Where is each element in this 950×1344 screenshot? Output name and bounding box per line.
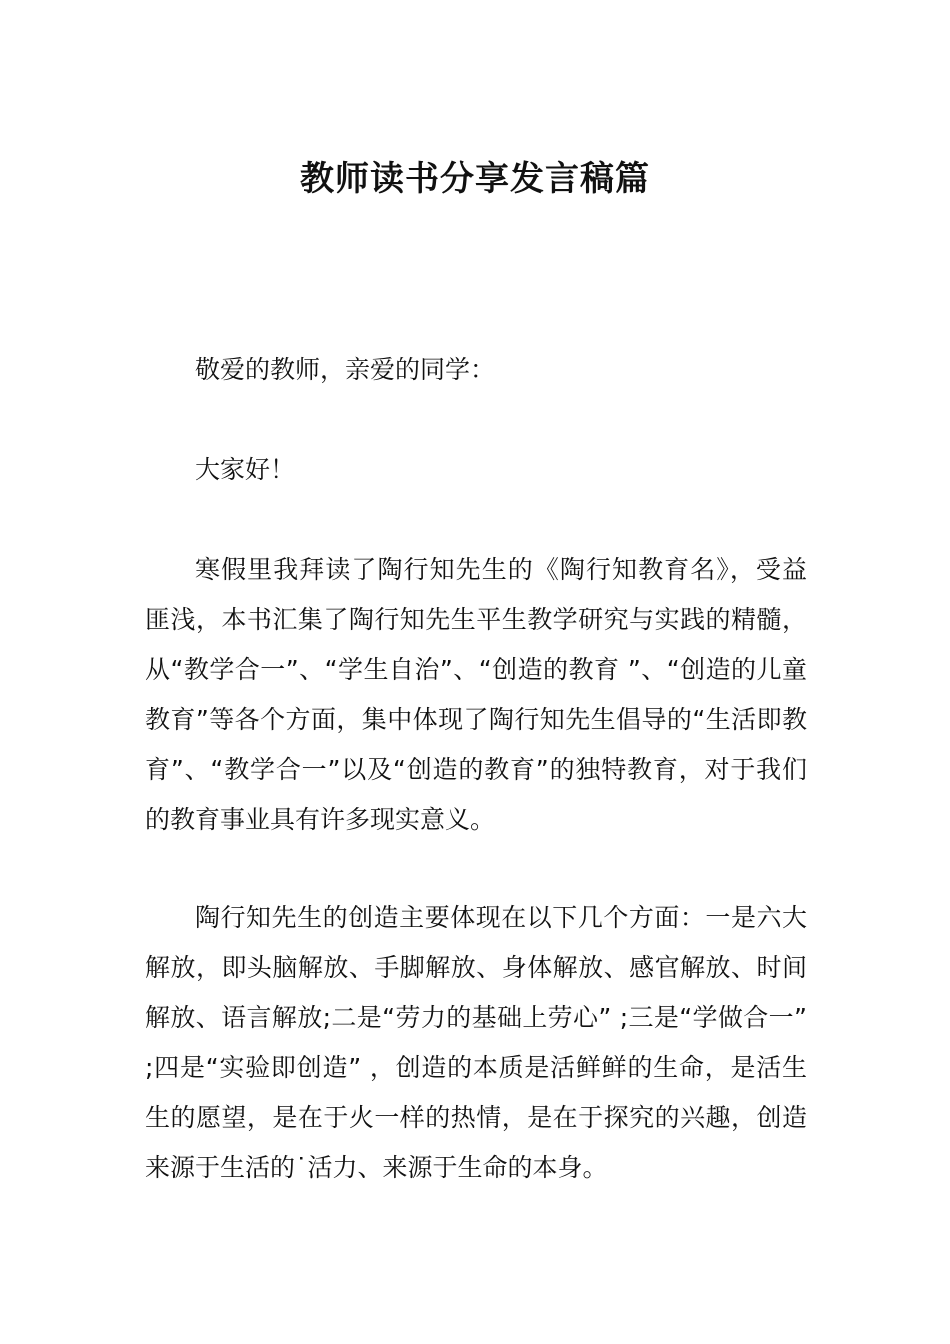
body-paragraph-2: 陶行知先生的创造主要体现在以下几个方面：一是六大解放，即头脑解放、手脚解放、身体解放、感官解放、时间解放、语言解放;二是“劳力的基础上劳心” ;三是“学做合一” ;四是“实验即创造” ，创造的本质是活鲜鲜的生命，是活生生的愿望，是在于火一样的热情，是在于探究的兴趣，创造来源于生活的˙活力、来源于生命的本身。: [145, 903, 807, 1182]
greeting: 大家好！: [195, 455, 296, 484]
salutation: 敬爱的教师，亲爱的同学：: [195, 355, 496, 384]
body-paragraph-1: 寒假里我拜读了陶行知先生的《陶行知教育名》，受益匪浅，本书汇集了陶行知先生平生教学研究与实践的精髓，从“教学合一”、“学生自治”、“创造的教育 ”、“创造的儿童教育”等各个方面，集中体现了陶行知先生倡导的“生活即教育”、“教学合一”以及“创造的教育”的独特教育，对于我们的教育事业具有许多现实意义。: [145, 555, 807, 834]
document-title: 教师读书分享发言稿篇: [300, 159, 650, 199]
